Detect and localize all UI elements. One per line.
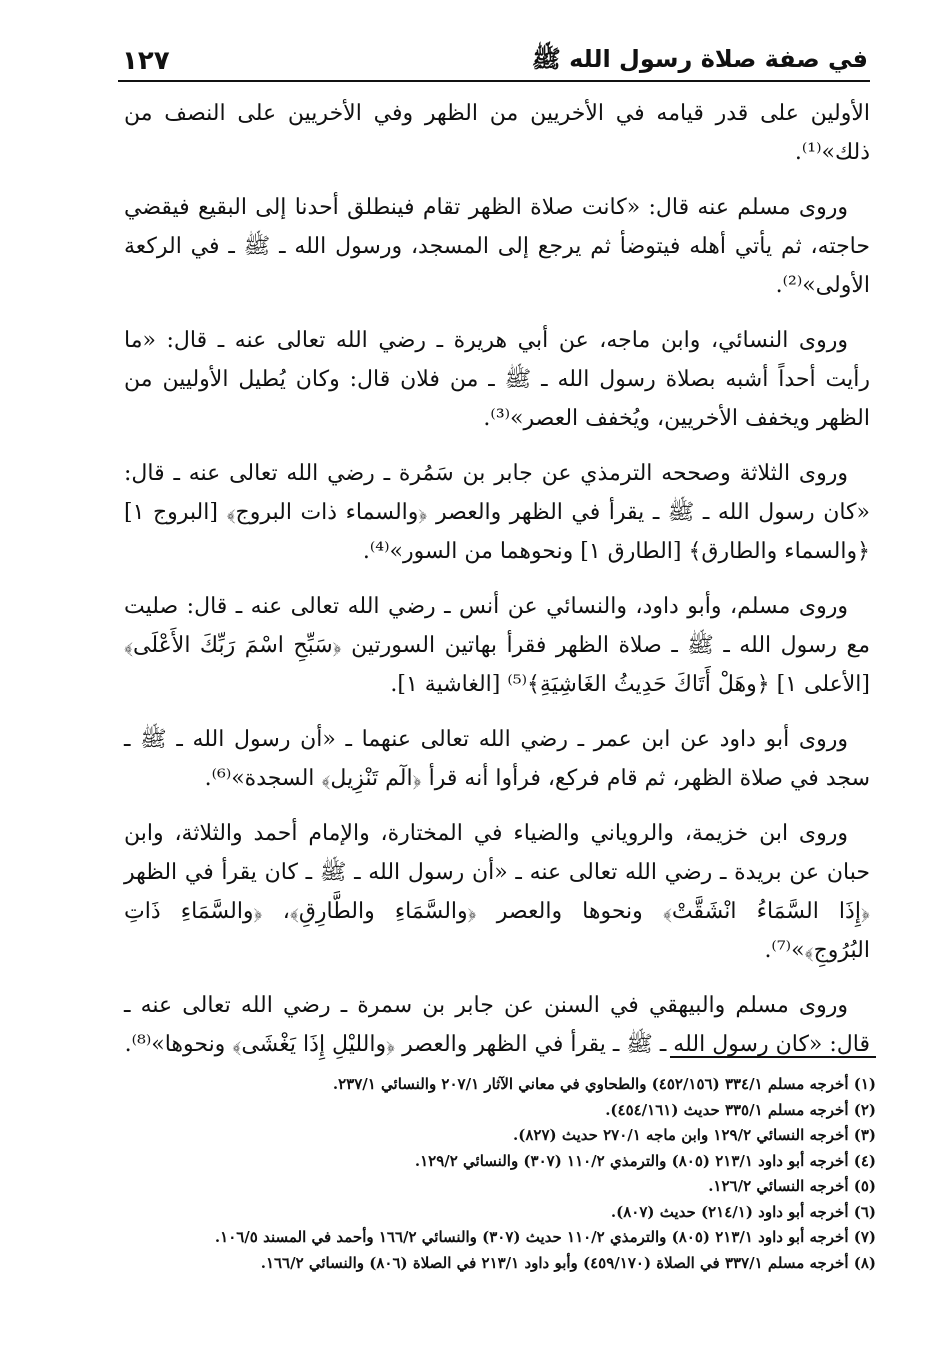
paragraph: وروى أبو داود عن ابن عمر ـ رضي الله تعالى عنهما ـ «أن رسول الله ـ ﷺ ـ سجد في صلاة الظهر، ثم قام فركع، فرأوا أنه قرأ ﴿الٓم تَنْزِيل﴾ السجدة»⁽⁶⁾. [124, 727, 870, 791]
footnote: (٨) أخرجه مسلم ٣٣٧/١ في الصلاة (٤٥٩/١٧٠) وأبو داود ٢١٣/١ في الصلاة (٨٠٦) والنسائي ١٦٦/٢. [260, 1253, 876, 1272]
paragraph: وروى النسائي، وابن ماجه، عن أبي هريرة ـ رضي الله تعالى عنه ـ قال: «ما رأيت أحداً أشبه بصلاة رسول الله ـ ﷺ ـ من فلان قال: وكان يُطيل الأوليين من الظهر ويخفف الأخريين، ويُخفف العصر»⁽³⁾. [124, 328, 870, 431]
paragraph: وروى ابن خزيمة، والروياني والضياء في المختارة، والإمام أحمد والثلاثة، وابن حبان عن بريدة ـ رضي الله تعالى عنه ـ «أن رسول الله ـ ﷺ ـ كان يقرأ في الظهر ﴿إِذَا السَّمَاءُ انْشَقَّتْ﴾ ونحوها والعصر ﴿والسَّمَاءِ والطَّارِقِ﴾، ﴿والسَّمَاءِ ذَاتِ البُرُوجِ﴾»⁽⁷⁾. [124, 821, 870, 963]
footnote: (٦) أخرجه أبو داود (٢١٤/١) حديث (٨٠٧). [610, 1202, 876, 1221]
footnote: (٢) أخرجه مسلم ٣٣٥/١ حديث (٤٥٤/١٦١). [605, 1100, 876, 1119]
footnotes [124, 1072, 876, 1276]
footnote: (٣) أخرجه النسائي ١٢٩/٢ وابن ماجه ٢٧٠/١ حديث (٨٢٧). [513, 1126, 876, 1144]
body-text [124, 94, 870, 1064]
page-header [118, 40, 870, 82]
page-number: ١٢٧ [122, 46, 170, 76]
footnote: (٤) أخرجه أبو داود ٢١٣/١ (٨٠٥) والترمذي ١١٠/٢ (٣٠٧) والنسائي ١٢٩/٢. [414, 1151, 876, 1170]
running-title: في صفة صلاة رسول الله ﷺ [531, 45, 868, 73]
footnote: (١) أخرجه مسلم ٣٣٤/١ (٤٥٢/١٥٦) والطحاوي في معاني الآثار ٢٠٧/١ والنسائي ٢٣٧/١. [332, 1075, 876, 1093]
paragraph: الأولين على قدر قيامه في الأخريين من الظهر وفي الأخريين على النصف من ذلك»⁽¹⁾. [124, 101, 870, 165]
footnote-separator [670, 1056, 876, 1058]
footnote: (٥) أخرجه النسائي ١٢٦/٢. [708, 1177, 876, 1195]
paragraph: وروى مسلم والبيهقي في السنن عن جابر بن سمرة ـ رضي الله تعالى عنه ـ قال: «كان رسول الله ـ ﷺ ـ يقرأ في الظهر والعصر ﴿والليْلِ إِذَا يَغْشَى﴾ ونحوها»⁽⁸⁾. [124, 993, 870, 1057]
paragraph: وروى مسلم، وأبو داود، والنسائي عن أنس ـ رضي الله تعالى عنه ـ قال: صليت مع رسول الله ـ ﷺ ـ صلاة الظهر فقرأ بهاتين السورتين ﴿سَبِّحِ اسْمَ رَبِّكَ الأَعْلَى﴾ [الأعلى ١] ﴿وهَلْ أَتَاكَ حَدِيثُ الغَاشِيَةِ﴾⁽⁵⁾ [الغاشية ١]. [124, 594, 870, 697]
paragraph: وروى الثلاثة وصححه الترمذي عن جابر بن سَمُرة ـ رضي الله تعالى عنه ـ قال: «كان رسول الله ـ ﷺ ـ يقرأ في الظهر والعصر ﴿والسماء ذات البروج﴾ [البروج ١] ﴿والسماء والطارق﴾ [الطارق ١] ونحوهما من السور»⁽⁴⁾. [124, 461, 870, 564]
footnote: (٧) أخرجه أبو داود ٢١٣/١ (٨٠٥) والترمذي ١١٠/٢ حديث (٣٠٧) والنسائي ١٦٦/٢ وأحمد في المسند ١٠٦/٥. [214, 1228, 876, 1246]
paragraph: وروى مسلم عنه قال: «كانت صلاة الظهر تقام فينطلق أحدنا إلى البقيع فيقضي حاجته، ثم يأتي أهله فيتوضأ ثم يرجع إلى المسجد، ورسول الله ـ ﷺ ـ في الركعة الأولى»⁽²⁾. [124, 195, 870, 298]
